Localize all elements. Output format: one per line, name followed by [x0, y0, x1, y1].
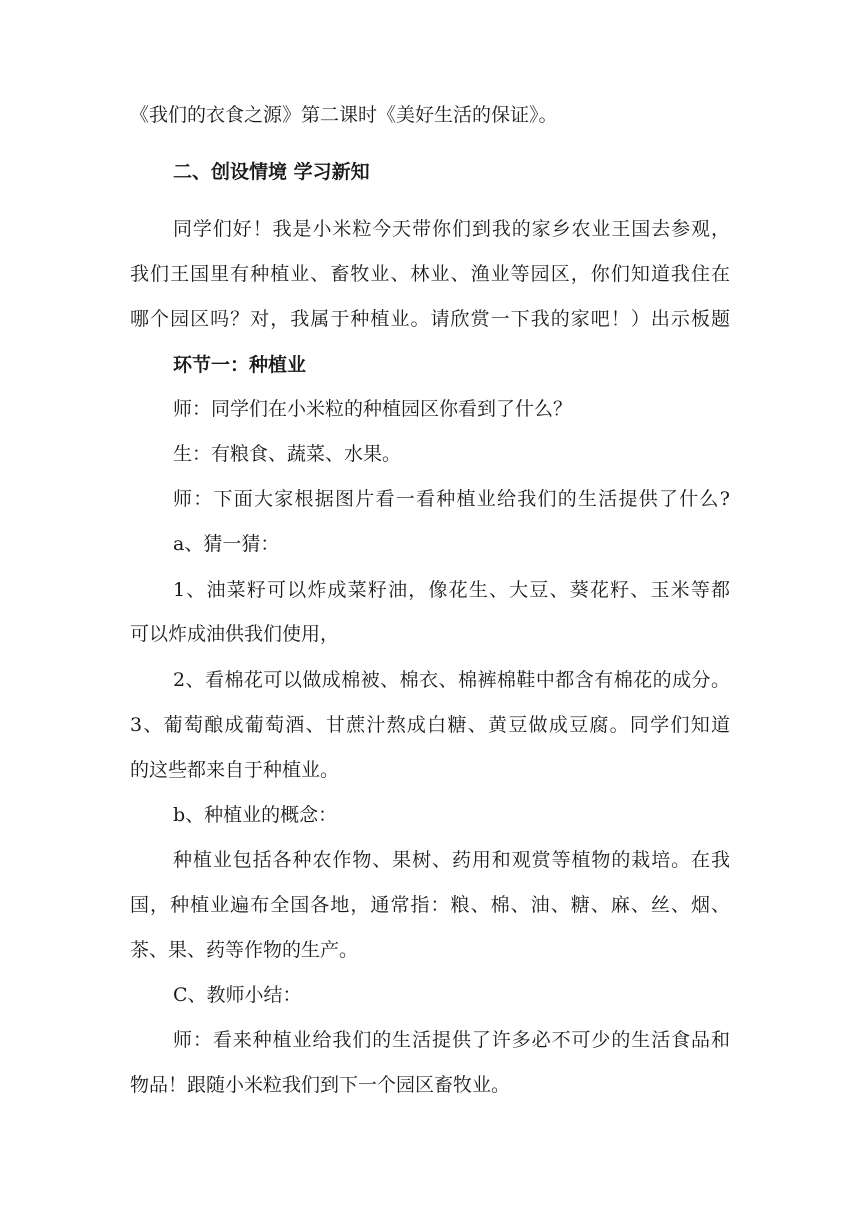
paragraph-line: 同学们好！我是小米粒今天带你们到我的家乡农业王国去参观，: [173, 218, 730, 240]
paragraph-line: 哪个园区吗？对，我属于种植业。请欣赏一下我的家吧！）出示板题: [130, 308, 730, 330]
dialogue-line: 生：有粮食、蔬菜、水果。: [173, 443, 402, 465]
paragraph-line: 物品！跟随小米粒我们到下一个园区畜牧业。: [130, 1074, 511, 1096]
paragraph-line: 3、葡萄酿成葡萄酒、甘蔗汁熬成白糖、黄豆做成豆腐。同学们知道: [130, 714, 730, 736]
subsection-heading: 环节一：种植业: [173, 354, 307, 376]
section-heading: 二、创设情境 学习新知: [173, 161, 370, 183]
list-heading: C、教师小结：: [173, 984, 302, 1006]
dialogue-line: 师：下面大家根据图片看一看种植业给我们的生活提供了什么?: [173, 488, 730, 510]
paragraph-line: 的这些都来自于种植业。: [130, 759, 340, 781]
paragraph-line: 可以炸成油供我们使用，: [130, 623, 340, 645]
paragraph-line: 师：看来种植业给我们的生活提供了许多必不可少的生活食品和: [173, 1029, 730, 1051]
paragraph-line: 2、看棉花可以做成棉被、棉衣、棉裤棉鞋中都含有棉花的成分。: [173, 669, 730, 691]
paragraph-line: 国，种植业遍布全国各地，通常指：粮、棉、油、糖、麻、丝、烟、: [130, 894, 730, 916]
dialogue-line: 师：同学们在小米粒的种植园区你看到了什么？: [173, 398, 573, 420]
lesson-title-line: 《我们的衣食之源》第二课时《美好生活的保证》。: [130, 104, 558, 126]
paragraph-line: 我们王国里有种植业、畜牧业、林业、渔业等园区，你们知道我住在: [130, 263, 730, 285]
list-heading: a、猜一猜：: [173, 533, 280, 555]
paragraph-line: 1、油菜籽可以炸成菜籽油，像花生、大豆、葵花籽、玉米等都: [173, 579, 730, 601]
list-heading: b、种植业的概念：: [173, 804, 338, 826]
paragraph-line: 茶、果、药等作物的生产。: [130, 939, 359, 961]
paragraph-line: 种植业包括各种农作物、果树、药用和观赏等植物的栽培。在我: [173, 849, 730, 871]
